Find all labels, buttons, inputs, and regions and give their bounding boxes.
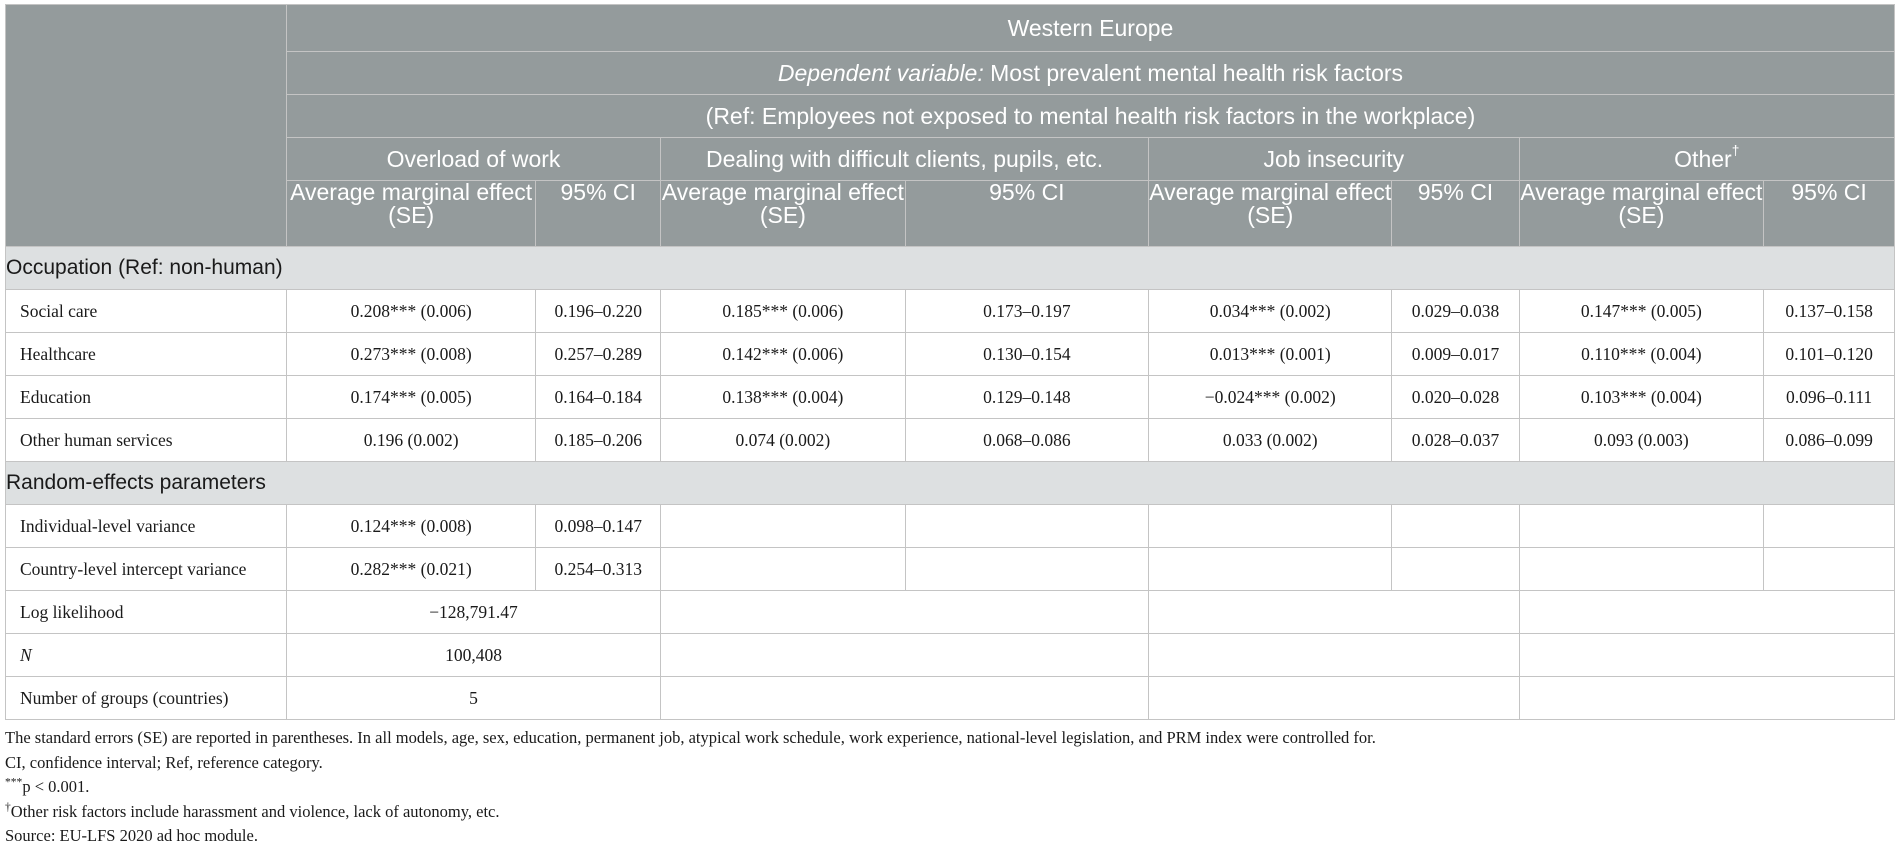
header-row-region [6,5,1895,52]
table-cell: 0.033 (0.002) [1149,419,1392,462]
table-row [6,376,1895,419]
risk-group-header-other: Other† [1519,138,1894,181]
dependent-variable-prefix: Dependent variable: [777,59,984,86]
ame-header: Average marginal effect (SE) [661,181,906,247]
risk-group-header-job-insecurity: Job insecurity [1149,138,1520,181]
empty-cell [1149,634,1520,677]
dagger-mark: † [1731,142,1740,158]
row-label: Country-level intercept variance [6,548,287,591]
row-label: Log likelihood [6,591,287,634]
table-cell: 0.103*** (0.004) [1519,376,1764,419]
row-label: Other human services [6,419,287,462]
empty-cell [1149,591,1520,634]
dependent-variable-text: Most prevalent mental health risk factors [983,59,1404,86]
empty-cell [1519,677,1894,720]
table-cell: 0.185–0.206 [536,419,661,462]
table-cell: 0.034*** (0.002) [1149,290,1392,333]
table-footnotes [5,726,1895,849]
table-cell: 0.137–0.158 [1764,290,1895,333]
row-label: Individual-level variance [6,505,287,548]
table-cell: 0.138*** (0.004) [661,376,906,419]
table-cell: 0.196 (0.002) [286,419,535,462]
table-cell: 0.098–0.147 [536,505,661,548]
table-cell: 0.020–0.028 [1392,376,1519,419]
table-cell: 0.196–0.220 [536,290,661,333]
table-row [6,290,1895,333]
empty-cell [1519,634,1894,677]
table-cell: 0.096–0.111 [1764,376,1895,419]
table-row [6,677,1895,720]
table-cell: 0.068–0.086 [905,419,1148,462]
empty-cell [1519,548,1764,591]
empty-cell [1149,677,1520,720]
table-cell: 0.174*** (0.005) [286,376,535,419]
results-table-container [5,4,1895,849]
empty-cell [1764,505,1895,548]
risk-group-header-difficult-clients: Dealing with difficult clients, pupils, etc. [661,138,1149,181]
empty-cell [1149,548,1392,591]
row-label: Number of groups (countries) [6,677,287,720]
row-label: Social care [6,290,287,333]
table-row [6,333,1895,376]
empty-cell [661,548,906,591]
region-header: Western Europe [286,5,1894,52]
table-cell: 0.074 (0.002) [661,419,906,462]
ci-header: 95% CI [1764,181,1895,247]
table-cell: 0.093 (0.003) [1519,419,1764,462]
risk-group-header-overload: Overload of work [286,138,660,181]
section-row-occupation [6,247,1895,290]
table-cell: 0.164–0.184 [536,376,661,419]
table-row [6,419,1895,462]
table-cell: 0.254–0.313 [536,548,661,591]
table-cell: 0.101–0.120 [1764,333,1895,376]
table-cell: 0.257–0.289 [536,333,661,376]
ame-header: Average marginal effect (SE) [286,181,535,247]
footnote-source: Source: EU-LFS 2020 ad hoc module. [5,826,258,845]
header-row-risk-factors [6,138,1895,181]
table-cell: 0.185*** (0.006) [661,290,906,333]
empty-cell [661,591,1149,634]
dependent-variable-header [286,52,1894,95]
empty-cell [661,677,1149,720]
table-cell: 0.273*** (0.008) [286,333,535,376]
section-label-occupation: Occupation (Ref: non-human) [6,247,1895,290]
header-corner [6,5,287,247]
table-cell: 0.147*** (0.005) [1519,290,1764,333]
table-row [6,548,1895,591]
table-cell: 0.142*** (0.006) [661,333,906,376]
table-row [6,591,1895,634]
empty-cell [661,634,1149,677]
footnote-abbreviations: CI, confidence interval; Ref, reference category. [5,752,323,772]
empty-cell [1149,505,1392,548]
table-cell: 0.282*** (0.021) [286,548,535,591]
empty-cell [905,505,1148,548]
empty-cell [1519,591,1894,634]
header-row-subcolumns [6,181,1895,247]
empty-cell [1519,505,1764,548]
table-cell: 0.173–0.197 [905,290,1148,333]
section-label-random-effects: Random-effects parameters [6,462,1895,505]
header-row-reference [6,95,1895,138]
empty-cell [1764,548,1895,591]
table-cell: 0.009–0.017 [1392,333,1519,376]
table-cell: 0.208*** (0.006) [286,290,535,333]
ci-header: 95% CI [536,181,661,247]
header-row-dependent [6,52,1895,95]
table-cell: 0.130–0.154 [905,333,1148,376]
results-table [5,4,1895,720]
section-row-random-effects [6,462,1895,505]
row-label: Education [6,376,287,419]
footnote-other-risk: †Other risk factors include harassment and violence, lack of autonomy, etc. [5,801,500,821]
table-cell: 0.086–0.099 [1764,419,1895,462]
empty-cell [1392,548,1519,591]
ci-header: 95% CI [905,181,1148,247]
empty-cell [661,505,906,548]
ame-header: Average marginal effect (SE) [1519,181,1764,247]
table-cell: 0.029–0.038 [1392,290,1519,333]
empty-cell [1392,505,1519,548]
table-cell: 5 [286,677,660,720]
reference-header: (Ref: Employees not exposed to mental health risk factors in the workplace) [286,95,1894,138]
table-cell: −0.024*** (0.002) [1149,376,1392,419]
table-cell: 0.124*** (0.008) [286,505,535,548]
table-cell: 100,408 [286,634,660,677]
ci-header: 95% CI [1392,181,1519,247]
footnote-se: The standard errors (SE) are reported in parentheses. In all models, age, sex, education, permanent job, atypical work schedule, work experience, national-level legislation, and PRM index were controlled for. [5,728,1376,747]
table-cell: 0.013*** (0.001) [1149,333,1392,376]
table-cell: 0.110*** (0.004) [1519,333,1764,376]
table-cell: 0.129–0.148 [905,376,1148,419]
table-cell: −128,791.47 [286,591,660,634]
row-label: Healthcare [6,333,287,376]
row-label: N [6,634,287,677]
table-row [6,505,1895,548]
ame-header: Average marginal effect (SE) [1149,181,1392,247]
empty-cell [905,548,1148,591]
table-row [6,634,1895,677]
table-cell: 0.028–0.037 [1392,419,1519,462]
footnote-significance: ***p < 0.001. [5,776,90,796]
